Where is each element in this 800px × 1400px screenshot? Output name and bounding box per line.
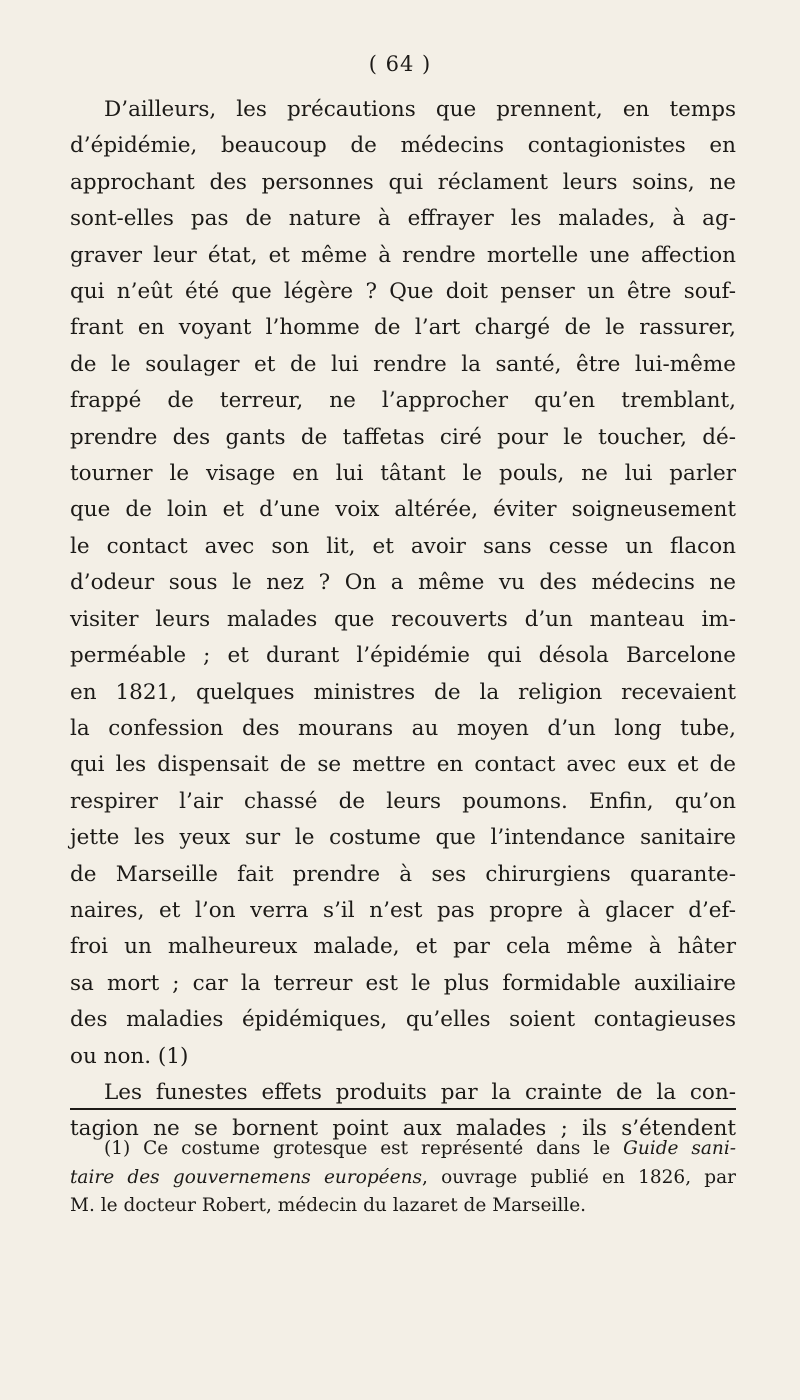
text-line: sont-elles pas de nature à effrayer les malades, à ag- — [70, 206, 736, 232]
footnote-line: M. le docteur Robert, médecin du lazaret de Marseille. — [70, 1195, 587, 1216]
footnote-line — [70, 1164, 736, 1193]
text-line: sa mort ; car la terreur est le plus formidable auxiliaire — [70, 970, 736, 996]
text-line: le contact avec son lit, et avoir sans cesse un flacon — [70, 533, 736, 559]
text-line: d’épidémie, beaucoup de médecins contagionistes en — [70, 133, 736, 159]
text-line: ou non. (1) — [70, 1043, 189, 1069]
text-line: qui n’eût été que légère ? Que doit penser un être souf- — [70, 279, 736, 305]
text-line: en 1821, quelques ministres de la religion recevaient — [70, 679, 736, 705]
text-line: jette les yeux sur le costume que l’intendance sanitaire — [70, 825, 736, 851]
footnote-title: Guide sani- — [623, 1138, 737, 1159]
footnote-text: (1) Ce costume grotesque est représenté dans le — [104, 1138, 624, 1159]
text-line: de Marseille fait prendre à ses chirurgiens quarante- — [70, 861, 736, 887]
text-line: frant en voyant l’homme de l’art chargé de le rassurer, — [70, 315, 736, 341]
text-line: D’ailleurs, les précautions que prennent, en temps — [104, 97, 736, 122]
text-line: naires, et l’on verra s’il n’est pas propre à glacer d’ef- — [70, 897, 736, 923]
text-line: respirer l’air chassé de leurs poumons. Enfin, qu’on — [70, 788, 736, 814]
main-text — [70, 92, 736, 1148]
footnote-text: , ouvrage publié en 1826, par — [421, 1166, 736, 1188]
text-line: d’odeur sous le nez ? On a même vu des médecins ne — [70, 570, 736, 596]
text-line: de le soulager et de lui rendre la santé, être lui-même — [70, 351, 736, 377]
text-line: visiter leurs malades que recouverts d’un manteau im- — [70, 606, 736, 632]
text-line: la confession des mourans au moyen d’un long tube, — [70, 715, 736, 741]
text-line: que de loin et d’une voix altérée, éviter soigneusement — [70, 497, 736, 523]
text-line: prendre des gants de taffetas ciré pour le toucher, dé- — [70, 424, 736, 450]
footnote-title: taire des gouvernemens européens — [70, 1166, 422, 1188]
text-line: graver leur état, et même à rendre mortelle une affection — [70, 242, 736, 268]
text-line: des maladies épidémiques, qu’elles soient contagieuses — [70, 1007, 736, 1033]
text-line: approchant des personnes qui réclament leurs soins, ne — [70, 169, 736, 195]
text-line: qui les dispensait de se mettre en contact avec eux et de — [70, 752, 736, 778]
text-line: tagion ne se bornent point aux malades ; ils s’étendent — [70, 1116, 736, 1142]
text-line: tourner le visage en lui tâtant le pouls, ne lui parler — [70, 461, 736, 487]
text-line: frappé de terreur, ne l’approcher qu’en tremblant, — [70, 388, 736, 414]
text-line: froi un malheureux malade, et par cela même à hâter — [70, 934, 736, 960]
footnote-line — [70, 1135, 736, 1164]
text-line: Les funestes effets produits par la crainte de la con- — [104, 1079, 736, 1105]
page-number: ( 64 ) — [368, 52, 432, 76]
footnote-separator — [70, 1108, 736, 1110]
footnote — [70, 1135, 736, 1221]
text-line: perméable ; et durant l’épidémie qui désola Barcelone — [70, 643, 736, 669]
